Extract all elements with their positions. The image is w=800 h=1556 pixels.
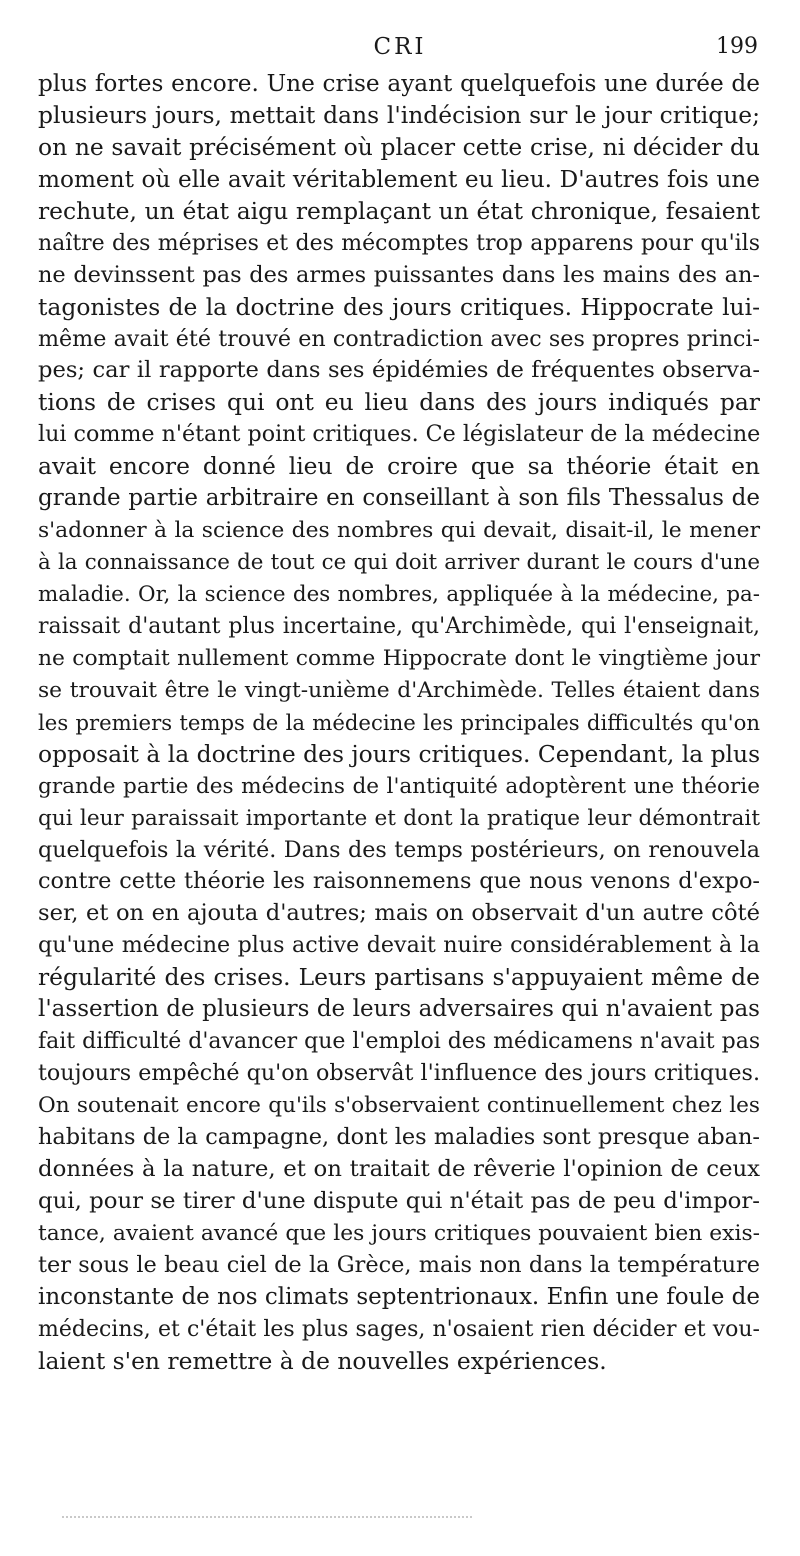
- text-line: moment où elle avait véritablement eu lieu. D'autres fois une: [38, 165, 760, 193]
- text-line: maladie. Or, la science des nombres, appliquée à la médecine, pa-: [38, 582, 760, 607]
- text-line: l'assertion de plusieurs de leurs adversaires qui n'avaient pas: [38, 996, 760, 1023]
- text-line: opposait à la doctrine des jours critiques. Cependant, la plus: [38, 739, 761, 768]
- text-line: laient s'en remettre à de nouvelles expériences.: [38, 1346, 607, 1375]
- text-line: les premiers temps de la médecine les principales difficultés qu'on: [38, 709, 760, 735]
- text-line: naître des méprises et des mécomptes trop apparens pour qu'ils: [38, 230, 760, 256]
- text-line: qui, pour se tirer d'une dispute qui n'était pas de peu d'impor-: [38, 1187, 760, 1214]
- body-text: [38, 68, 760, 1377]
- text-line: contre cette théorie les raisonnemens que nous venons d'expo-: [38, 868, 760, 895]
- text-line: On soutenait encore qu'ils s'observaient continuellement chez les: [38, 1093, 760, 1118]
- text-line: raissait d'autant plus incertaine, qu'Archimède, qui l'enseignait,: [38, 613, 760, 639]
- text-line: fait difficulté d'avancer que l'emploi des médicamens n'avait pas: [38, 1029, 761, 1055]
- text-line: inconstante de nos climats septentrionaux. Enfin une foule de: [38, 1283, 760, 1310]
- text-line: ter sous le beau ciel de la Grèce, mais non dans la température: [38, 1251, 760, 1278]
- text-line: on ne savait précisément où placer cette crise, ni décider du: [38, 132, 760, 161]
- text-line: quelquefois la vérité. Dans des temps postérieurs, on renouvela: [38, 836, 760, 863]
- text-line: régularité des crises. Leurs partisans s'appuyaient même de: [38, 963, 760, 992]
- text-line: données à la nature, et on traitait de rêverie l'opinion de ceux: [38, 1155, 760, 1182]
- running-head: [0, 30, 800, 64]
- text-line: plus fortes encore. Une crise ayant quelquefois une durée de: [38, 70, 760, 97]
- text-line: rechute, un état aigu remplaçant un état chronique, fesaient: [38, 196, 760, 225]
- text-line: à la connaissance de tout ce qui doit arriver durant le cours d'une: [38, 550, 760, 576]
- text-line: habitans de la campagne, dont les maladies sont presque aban-: [38, 1123, 760, 1150]
- text-line: qui leur paraissait importante et dont la pratique leur démontrait: [38, 805, 760, 831]
- text-line: plusieurs jours, mettait dans l'indécision sur le jour critique;: [38, 100, 760, 129]
- running-head-title: CRI: [373, 34, 427, 60]
- text-line: tance, avaient avancé que les jours critiques pouvaient bien exis-: [38, 1220, 760, 1246]
- text-line: médecins, et c'était les plus sages, n'osaient rien décider et vou-: [38, 1316, 760, 1342]
- text-line: tagonistes de la doctrine des jours critiques. Hippocrate lui-: [38, 292, 760, 321]
- text-line: se trouvait être le vingt-unième d'Archimède. Telles étaient dans: [38, 677, 760, 703]
- text-line: tions de crises qui ont eu lieu dans des jours indiqués par: [38, 388, 760, 417]
- text-line: ne comptait nullement comme Hippocrate dont le vingtième jour: [38, 645, 760, 671]
- text-line: toujours empêché qu'on observât l'influence des jours critiques.: [38, 1060, 760, 1087]
- page-number: 199: [716, 34, 758, 59]
- text-line: grande partie des médecins de l'antiquité adoptèrent une théorie: [38, 773, 760, 799]
- text-line: pes; car il rapporte dans ses épidémies de fréquentes observa-: [38, 357, 760, 384]
- text-line: avait encore donné lieu de croire que sa théorie était en: [38, 452, 760, 481]
- text-line: s'adonner à la science des nombres qui devait, disait-il, le mener: [38, 518, 760, 544]
- text-line: grande partie arbitraire en conseillant à son fils Thessalus de: [38, 485, 760, 512]
- text-line: lui comme n'étant point critiques. Ce législateur de la médecine: [38, 421, 761, 448]
- text-line: ne devinssent pas des armes puissantes dans les mains des an-: [38, 261, 760, 288]
- text-line: ser, et on en ajouta d'autres; mais on observait d'un autre côté: [38, 900, 760, 927]
- text-line: même avait été trouvé en contradiction avec ses propres princi-: [38, 325, 760, 352]
- bottom-dotted-rule: [62, 1516, 472, 1518]
- text-line: qu'une médecine plus active devait nuire considérablement à la: [38, 932, 760, 959]
